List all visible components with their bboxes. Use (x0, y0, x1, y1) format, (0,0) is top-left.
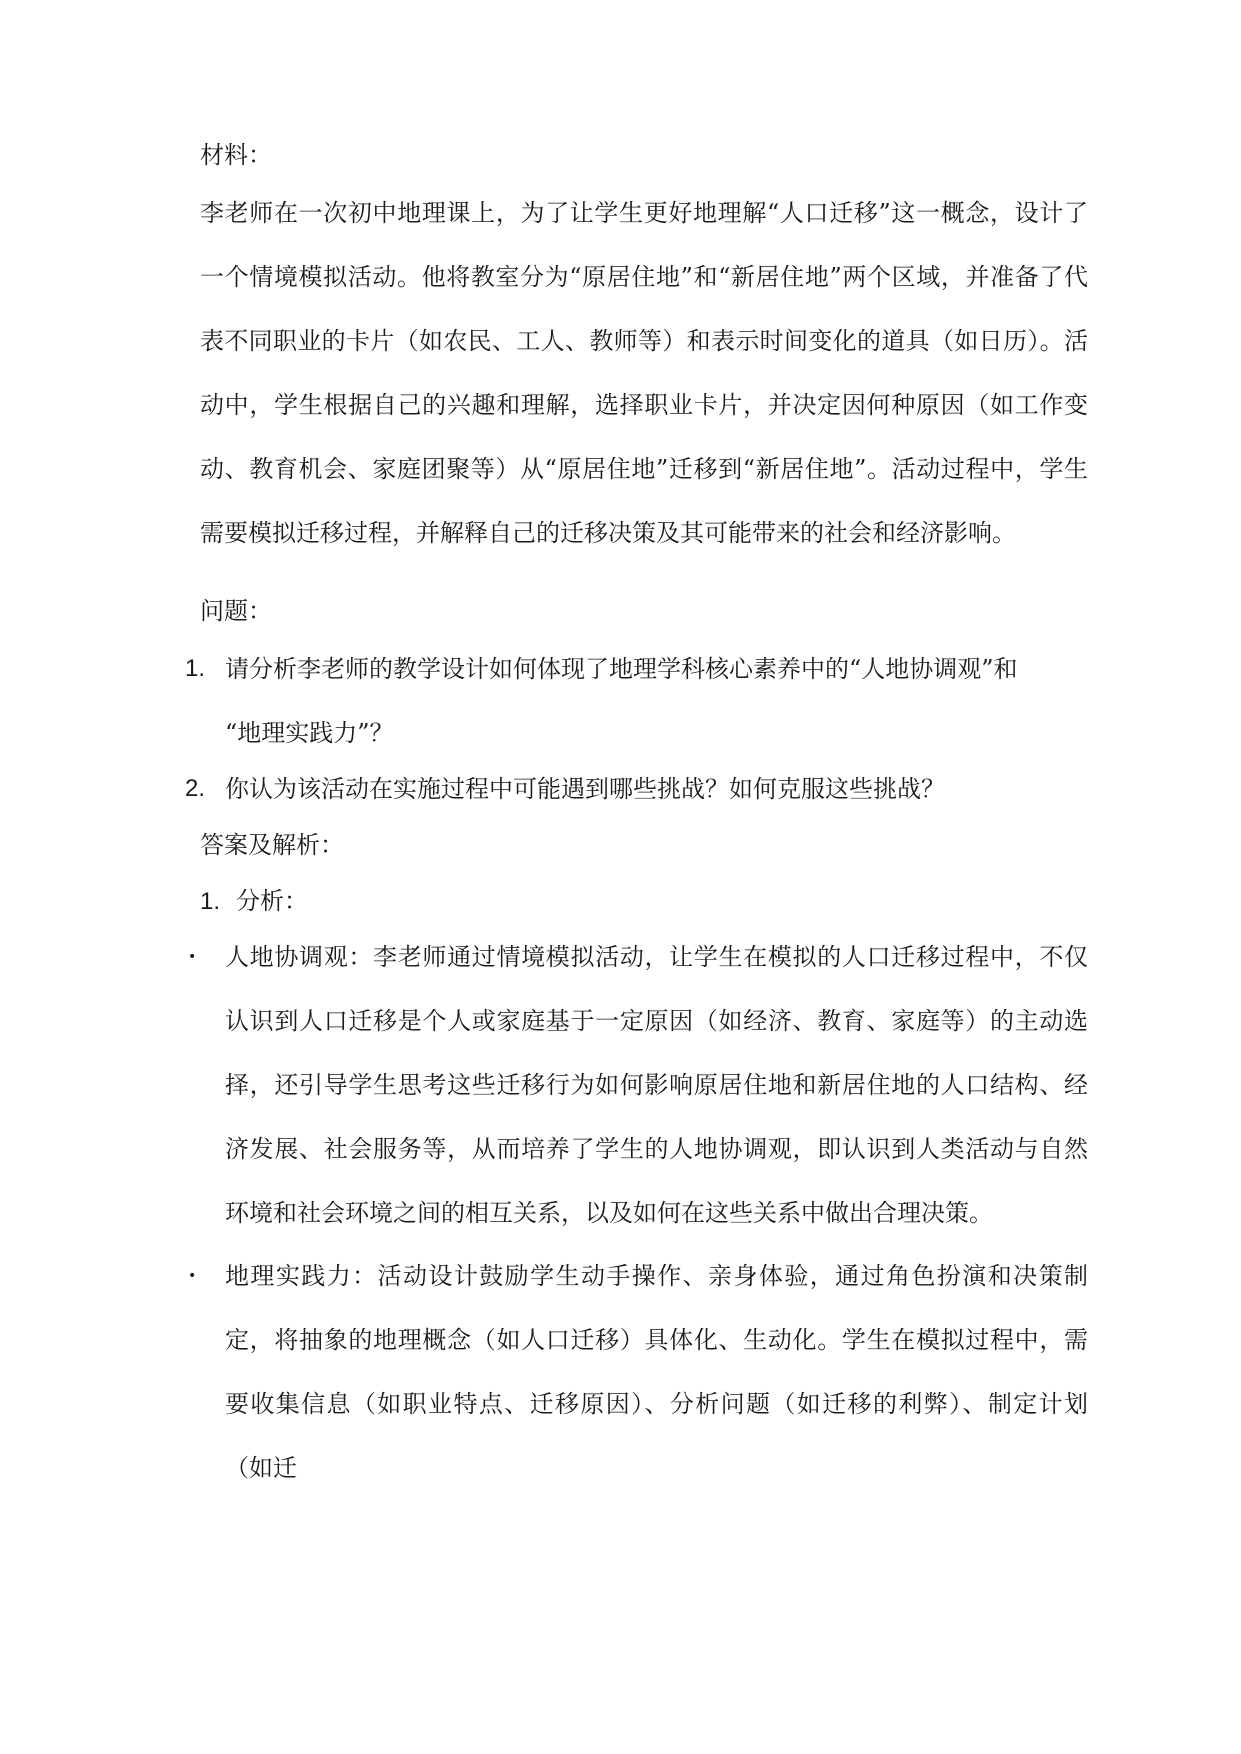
bullet-harmony (180, 925, 1088, 1245)
bullet-practice-text: 地理实践力：活动设计鼓励学生动手操作、亲身体验，通过角色扮演和决策制定，将抽象的地理概念（如人口迁移）具体化、生动化。学生在模拟过程中，需要收集信息（如职业特点、迁移原因）、分析问题（如迁移的利弊）、制定计划（如迁 (225, 1262, 1088, 1482)
question-2 (185, 757, 1088, 821)
question-2-number: 2. (185, 775, 206, 802)
bullet-icon: • (188, 1268, 197, 1284)
question-heading: 问题： (200, 597, 272, 625)
analysis-number: 1. (200, 888, 221, 915)
analysis-heading (200, 884, 308, 919)
question-1-text-line1: 请分析李老师的教学设计如何体现了地理学科核心素养中的“人地协调观”和 (225, 655, 1018, 683)
question-1-number: 1. (185, 655, 206, 682)
bullet-icon: • (188, 949, 197, 965)
material-paragraph: 李老师在一次初中地理课上，为了让学生更好地理解“人口迁移”这一概念，设计了一个情境模拟活动。他将教室分为“原居住地”和“新居住地”两个区域，并准备了代表不同职业的卡片（如农民、工人、教师等）和表示时间变化的道具（如日历）。活动中，学生根据自己的兴趣和理解，选择职业卡片，并决定因何种原因（如工作变动、教育机会、家庭团聚等）从“原居住地”迁移到“新居住地”。活动过程中，学生需要模拟迁移过程，并解释自己的迁移决策及其可能带来的社会和经济影响。 (200, 199, 1088, 547)
analysis-label: 分析： (236, 887, 309, 915)
material-heading: 材料： (200, 141, 272, 169)
question-1-text-line2: “地理实践力”？ (225, 719, 394, 747)
answer-heading: 答案及解析： (200, 831, 344, 859)
question-2-text: 你认为该活动在实施过程中可能遇到哪些挑战？如何克服这些挑战？ (225, 775, 945, 803)
bullet-practice (180, 1244, 1088, 1500)
bullet-harmony-text: 人地协调观：李老师通过情境模拟活动，让学生在模拟的人口迁移过程中，不仅认识到人口迁移是个人或家庭基于一定原因（如经济、教育、家庭等）的主动选择，还引导学生思考这些迁移行为如何影响原居住地和新居住地的人口结构、经济发展、社会服务等，从而培养了学生的人地协调观，即认识到人类活动与自然环境和社会环境之间的相互关系，以及如何在这些关系中做出合理决策。 (225, 943, 1088, 1227)
question-1 (185, 637, 1088, 765)
